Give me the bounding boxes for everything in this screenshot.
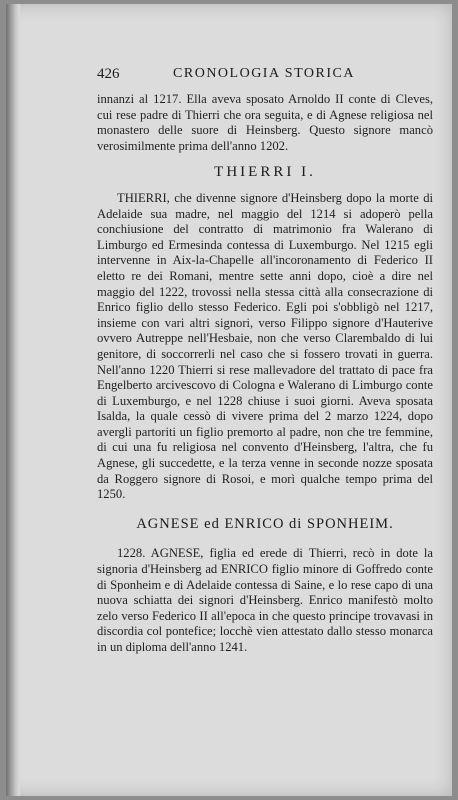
- page-number: 426: [97, 66, 120, 82]
- book-page: [6, 4, 452, 796]
- page-binding-shadow: [6, 4, 20, 796]
- page-body: [97, 92, 433, 656]
- agnese-paragraph: 1228. AGNESE, figlia ed erede di Thierri, recò in dote la signoria d'Heinsberg ad ENRICO figlio minore di Goffredo conte di Sponheim e di Adelaide contessa di Saine, e lo rese capo di una nuova schiatta dei signori d'Heinsberg. Enrico manifestò molto zelo verso Federico II all'epoca in che questo principe trovavasi in discordia col pontefice; locchè vien attestato dallo stesso monarca in un diploma dell'anno 1241.: [97, 546, 433, 654]
- running-title: CRONOLOGIA STORICA: [173, 66, 355, 81]
- intro-paragraph: innanzi al 1217. Ella aveva sposato Arnoldo II conte di Cleves, cui rese padre di Thierri che ora seguita, e di Agnese religiosa nel monastero delle suore di Heinsberg. Questo signore mancò verosimilmente prima dell'anno 1202.: [97, 92, 433, 153]
- thierri-paragraph: THIERRI, che divenne signore d'Heinsberg dopo la morte di Adelaide sua madre, nel maggio del 1214 si adoperò pella conchiusione del contratto di matrimonio fra Walerano di Limburgo ed Ermesinda contessa di Luxemburgo. Nel 1215 egli intervenne in Aix-la-Chapelle all'incoronamento di Federico II eletto re dei Romani, mentre sette anni dopo, cioè a dire nel maggio del 1222, trovossi nella stessa città alla consecrazione di Enrico figlio dello stesso Federico. Egli poi s'obbligò nel 1217, insieme con vari altri signori, verso Filippo signore d'Hauterive ovvero Autreppe nell'Hesbaie, non che verso Clarembaldo di lui genitore, di soccorrerli nel caso che si fossero trovati in guerra. Nell'anno 1220 Thierri si rese mallevadore del trattato di pace fra Engelberto arcivescovo di Cologna e Walerano di Limburgo conte di Luxemburgo, e nel 1228 chiuse i suoi giorni. Aveva sposata Isalda, la quale cessò di vivere prima del 2 marzo 1224, dopo avergli partoriti un figlio premorto al padre, non che tre femmine, di cui una fu religiosa nel convento d'Heinsberg, l'altra, che fu Agnese, gli succedette, e la terza venne in seconde nozze sposata da Roggero signore di Rosoi, e morì qualche tempo prima del 1250.: [97, 190, 433, 502]
- section-heading-thierri: THIERRI I.: [214, 164, 316, 181]
- section-heading-agnese: AGNESE ed ENRICO di SPONHEIM.: [136, 515, 394, 532]
